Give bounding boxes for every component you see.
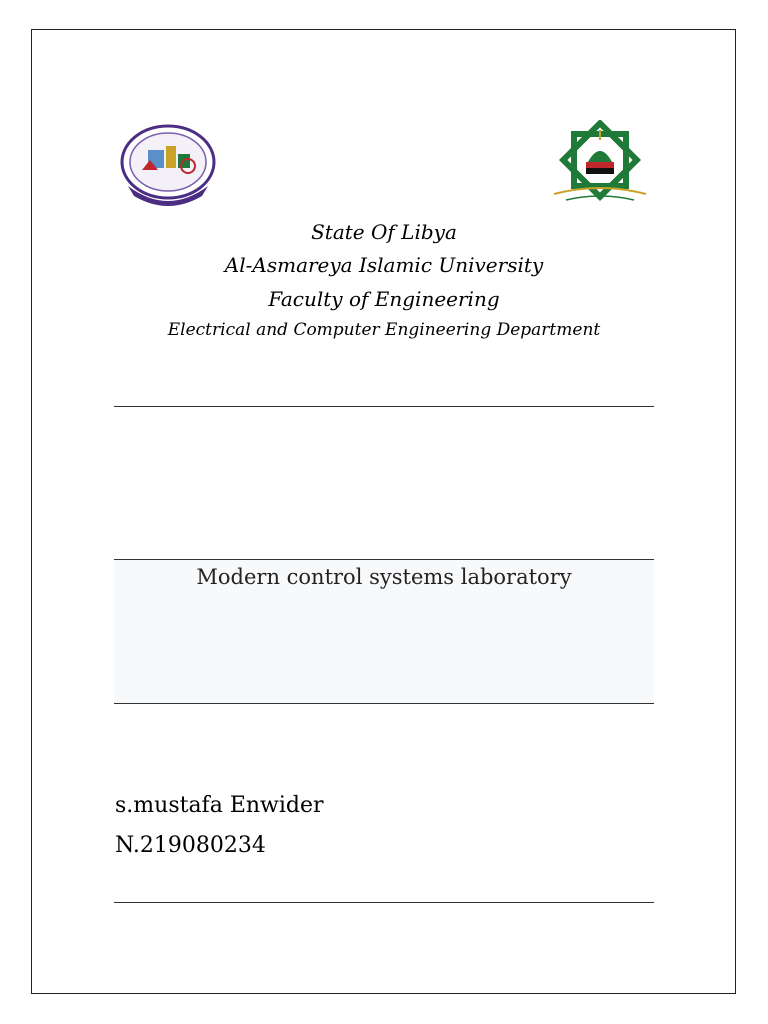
- divider-title-bottom: [114, 703, 654, 704]
- divider-bottom: [114, 902, 654, 903]
- department-heading: Electrical and Computer Engineering Department: [167, 320, 601, 340]
- course-title: Modern control systems laboratory: [196, 565, 572, 589]
- course-title-box: [114, 560, 654, 703]
- country-heading: State Of Libya: [311, 220, 457, 244]
- faculty-heading: Faculty of Engineering: [268, 287, 500, 311]
- university-seal-logo: [118, 124, 218, 208]
- divider-top: [114, 406, 654, 407]
- divider-title-top: [114, 559, 654, 560]
- student-number: N.219080234: [115, 833, 266, 858]
- university-heading: Al-Asmareya Islamic University: [224, 253, 544, 277]
- mosque-star-logo: [548, 120, 652, 208]
- student-name: s.mustafa Enwider: [115, 793, 324, 818]
